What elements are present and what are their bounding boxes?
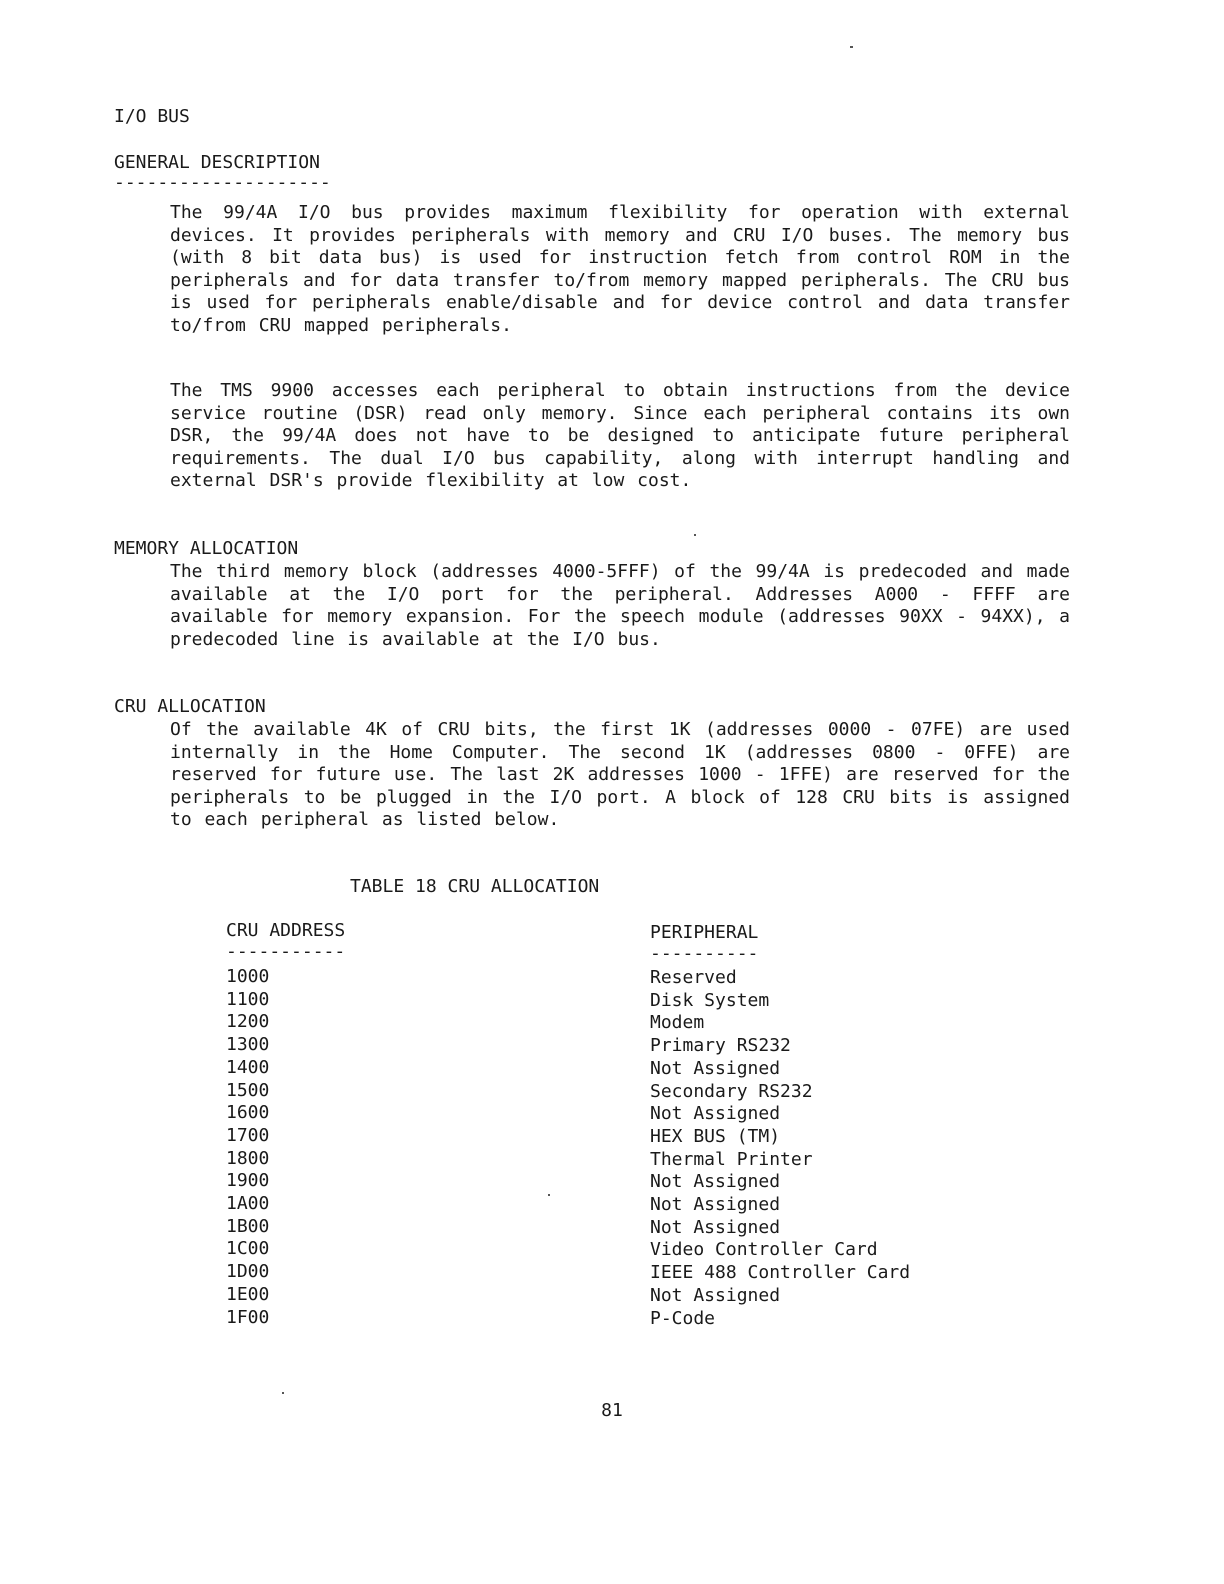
column-header-cru-address: CRU ADDRESS xyxy=(226,920,346,941)
general-description-paragraph-2: The TMS 9900 accesses each peripheral to obtain instructions from the device service routine (DSR) read only memory. Since each peripheral contains its own DSR, the 99/4A does not have to be designed to anticipate future peripheral requirements. The dual I/O bus capability, along with interrupt handling and external DSR's provide flexibility at low cost. xyxy=(170,380,1070,491)
table-cell-cru-address: 1100 xyxy=(226,988,270,1010)
table-title: TABLE 18 CRU ALLOCATION xyxy=(350,876,600,897)
table-cell-cru-address: 1400 xyxy=(226,1056,270,1078)
table-cell-peripheral: Modem xyxy=(650,1012,705,1034)
table-cell-cru-address: 1000 xyxy=(226,966,270,987)
table-cell-cru-address: 1500 xyxy=(226,1079,270,1101)
cru-allocation-heading: CRU ALLOCATION xyxy=(114,696,266,717)
scan-speck xyxy=(850,46,853,48)
table-cell-peripheral: Thermal Printer xyxy=(650,1148,813,1170)
table-cell-peripheral: Video Controller Card xyxy=(650,1239,878,1261)
page-number: 81 xyxy=(601,1400,623,1421)
table-cell-peripheral: IEEE 488 Controller Card xyxy=(650,1262,911,1284)
memory-allocation-paragraph: The third memory block (addresses 4000-5FFF) of the 99/4A is predecoded and made available at the I/O port for the peripheral. Addresses A000 - FFFF are available for memory expansion. For the speech module (addresses 90XX - 94XX), a predecoded line is available at the I/O bus. xyxy=(170,561,1070,650)
table-cell-cru-address: 1B00 xyxy=(226,1215,270,1237)
table-cell-cru-address: 1900 xyxy=(226,1170,270,1192)
memory-allocation-heading: MEMORY ALLOCATION xyxy=(114,538,299,559)
column-header-cru-address-underline: ----------- xyxy=(226,941,346,962)
table-cell-cru-address: 1800 xyxy=(226,1147,270,1169)
table-cell-cru-address: 1300 xyxy=(226,1034,270,1056)
table-cell-peripheral: P-Code xyxy=(650,1307,716,1329)
table-cell-cru-address: 1D00 xyxy=(226,1261,270,1283)
table-cell-cru-address: 1F00 xyxy=(226,1306,270,1328)
table-cell-cru-address: 1600 xyxy=(226,1102,270,1124)
table-cell-peripheral: Not Assigned xyxy=(650,1057,781,1079)
table-cell-cru-address: 1C00 xyxy=(226,1238,270,1260)
column-header-peripheral-underline: ---------- xyxy=(650,943,759,964)
table-cell-peripheral: Not Assigned xyxy=(650,1103,781,1125)
general-description-underline: -------------------- xyxy=(114,172,331,193)
general-description-paragraph-1: The 99/4A I/O bus provides maximum flexibility for operation with external devices. It provides peripherals with memory and CRU I/O buses. The memory bus (with 8 bit data bus) is used for instruction fetch from control ROM in the peripherals and for data transfer to/from memory mapped peripherals. The CRU bus is used for peripherals enable/disable and for device control and data transfer to/from CRU mapped peripherals. xyxy=(170,202,1070,336)
column-header-peripheral: PERIPHERAL xyxy=(650,922,759,943)
table-cell-peripheral: Secondary RS232 xyxy=(650,1080,813,1102)
page-title: I/O BUS xyxy=(114,106,190,127)
table-cell-peripheral: Primary RS232 xyxy=(650,1035,791,1057)
scan-speck xyxy=(282,1392,284,1394)
table-cell-peripheral: Not Assigned xyxy=(650,1284,781,1306)
general-description-heading: GENERAL DESCRIPTION xyxy=(114,152,320,173)
table-cell-peripheral: Reserved xyxy=(650,967,737,988)
scan-speck xyxy=(548,1194,550,1196)
scan-speck xyxy=(694,534,696,536)
table-cell-cru-address: 1700 xyxy=(226,1124,270,1146)
table-cell-peripheral: Disk System xyxy=(650,989,770,1011)
table-cell-peripheral: HEX BUS (TM) xyxy=(650,1125,781,1147)
table-cell-peripheral: Not Assigned xyxy=(650,1194,781,1215)
table-cell-cru-address: 1A00 xyxy=(226,1193,270,1214)
table-cell-cru-address: 1E00 xyxy=(226,1283,270,1305)
cru-allocation-paragraph: Of the available 4K of CRU bits, the first 1K (addresses 0000 - 07FE) are used internally in the Home Computer. The second 1K (addresses 0800 - 0FFE) are reserved for future use. The last 2K addresses 1000 - 1FFE) are reserved for the peripherals to be plugged in the I/O port. A block of 128 CRU bits is assigned to each peripheral as listed below. xyxy=(170,719,1070,830)
table-cell-cru-address: 1200 xyxy=(226,1011,270,1033)
table-cell-peripheral: Not Assigned xyxy=(650,1171,781,1193)
table-cell-peripheral: Not Assigned xyxy=(650,1216,781,1238)
